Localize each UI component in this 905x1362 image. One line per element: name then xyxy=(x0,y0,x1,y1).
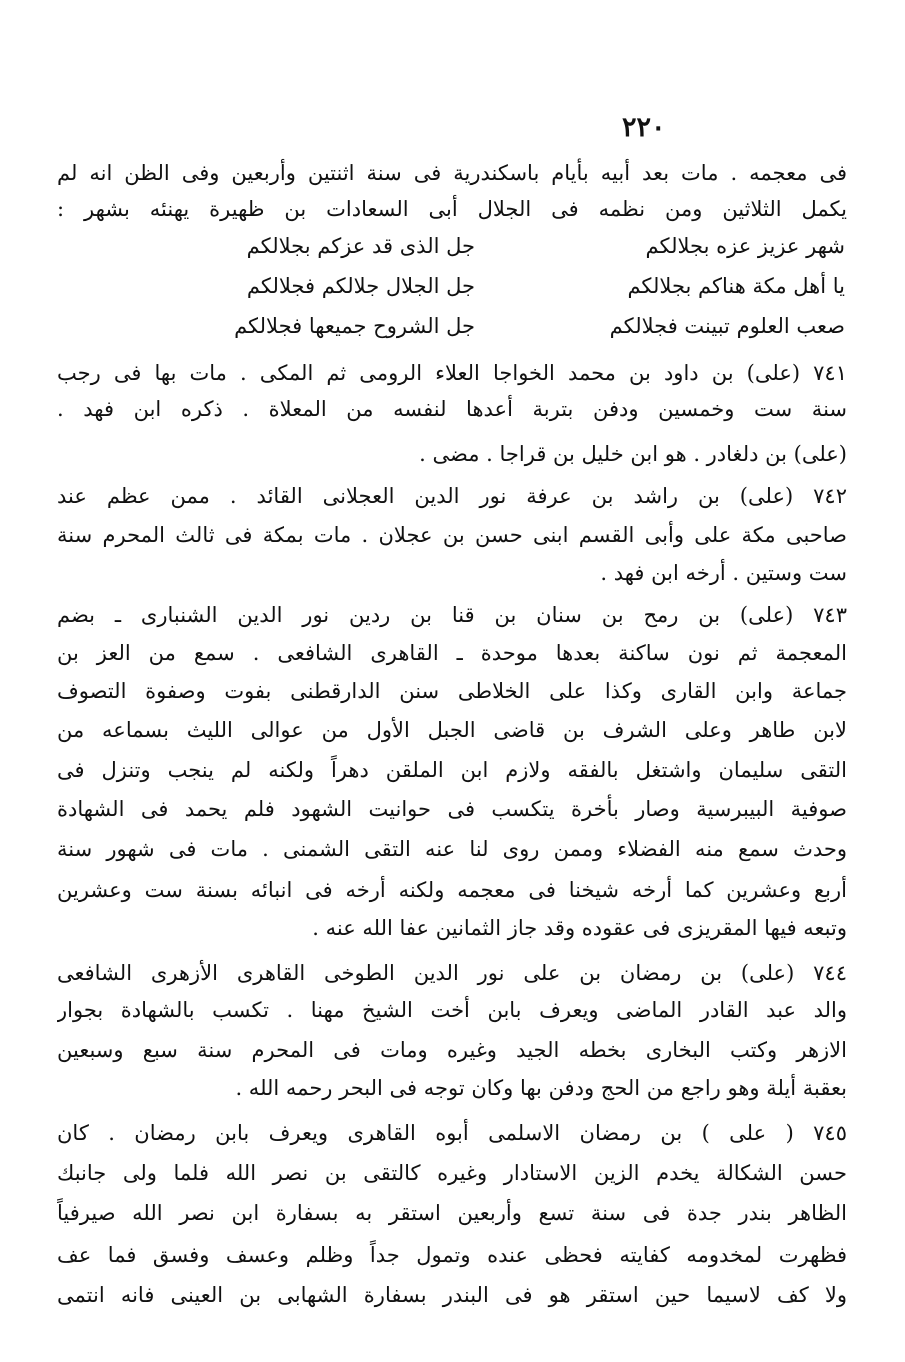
entry-line: لابن طاهر وعلى الشرف بن قاضى الجبل الأول من عوالى الليث بسماعه من xyxy=(57,718,847,742)
entry-line: الظاهر بندر جدة فى سنة تسع وأربعين استقر به بسفارة ابن نصر الله صيرفياً xyxy=(57,1201,847,1225)
entry-line: الازهر وكتب البخارى بخطه الجيد وغيره ومات فى المحرم سنة سبع وسبعين xyxy=(57,1038,847,1062)
entry-line: وحدث سمع منه الفضلاء وممن روى لنا عنه التقى الشمنى . مات فى شهور سنة xyxy=(57,837,847,861)
entry-line: أربع وعشرين كما أرخه شيخنا فى معجمه ولكنه أرخه فى انبائه بسنة ست وعشرين xyxy=(57,878,847,902)
verse-hemistich-first: شهر عزيز عزه بجلالكم xyxy=(645,234,845,258)
verse-hemistich-second: جل الجلال جلالكم فجلالكم xyxy=(246,274,475,298)
page-number: ٢٢٠ xyxy=(622,112,666,143)
verse-hemistich-second: جل الشروح جميعها فجلالكم xyxy=(234,314,475,338)
entry-line: (على) بن دلغادر . هو ابن خليل بن قراجا . مضى . xyxy=(419,442,847,466)
entry-line: ٧٤٥ ( على ) بن رمضان الاسلمى أبوه القاهرى ويعرف بابن رمضان . كان xyxy=(57,1121,847,1145)
verse-hemistich-first: صعب العلوم تبينت فجلالكم xyxy=(609,314,845,338)
entry-line: جماعة وابن القارى وكذا على الخلاطى سنن الدارقطنى بفوت وصفوة التصوف xyxy=(57,679,847,703)
entry-line: المعجمة ثم نون ساكنة بعدها موحدة ـ القاهرى الشافعى . سمع من العز بن xyxy=(57,641,847,665)
entry-line: سنة ست وخمسين ودفن بتربة أعدها لنفسه من المعلاة . ذكره ابن فهد . xyxy=(57,397,847,421)
entry-line: بعقبة أيلة وهو راجع من الحج ودفن بها وكان توجه فى البحر رحمه الله . xyxy=(235,1076,847,1100)
entry-line: فظهرت لمخدومه كفايته فحظى عنده وتمول جداً وظلم وعسف وفسق فما عف xyxy=(57,1243,847,1267)
verse-hemistich-first: يا أهل مكة هناكم بجلالكم xyxy=(627,274,845,298)
entry-line: ٧٤٢ (على) بن راشد بن عرفة نور الدين العجلانى القائد . ممن عظم عند xyxy=(57,484,847,508)
entry-line: وتبعه فيها المقريزى فى عقوده وقد جاز الثمانين عفا الله عنه . xyxy=(312,916,847,940)
entry-line: ٧٤١ (على) بن داود بن محمد الخواجا العلاء الرومى ثم المكى . مات بها فى رجب xyxy=(57,361,847,385)
entry-line: صوفية البيبرسية وصار بأخرة يتكسب فى حوانيت الشهود فلم يحمد فى الشهادة xyxy=(57,797,847,821)
text-line: يكمل الثلاثين ومن نظمه فى الجلال أبى السعادات بن ظهيرة يهنئه بشهر : xyxy=(57,197,847,221)
entry-line: ٧٤٤ (على) بن رمضان بن على نور الدين الطوخى القاهرى الأزهرى الشافعى xyxy=(57,961,847,985)
entry-line: ست وستين . أرخه ابن فهد . xyxy=(600,561,847,585)
entry-line: ٧٤٣ (على) بن رمح بن سنان بن قنا بن ردين نور الدين الشنبارى ـ بضم xyxy=(57,603,847,627)
entry-line: صاحبى مكة على وأبى القسم ابنى حسن بن عجلان . مات بمكة فى ثالث المحرم سنة xyxy=(57,523,847,547)
entry-line: حسن الشكالة يخدم الزين الاستادار وغيره كالتقى بن نصر الله فلما ولى جانبك xyxy=(57,1161,847,1185)
entry-line: التقى سليمان واشتغل بالفقه ولازم ابن الملقن دهراً ولكنه لم ينجب وتنزل فى xyxy=(57,758,847,782)
verse-hemistich-second: جل الذى قد عزكم بجلالكم xyxy=(246,234,475,258)
text-line: فى معجمه . مات بعد أبيه بأيام باسكندرية فى سنة اثنتين وأربعين وفى الظن انه لم xyxy=(57,161,847,185)
entry-line: والد عبد القادر الماضى ويعرف بابن أخت الشيخ مهنا . تكسب بالشهادة بجوار xyxy=(57,998,847,1022)
entry-line: ولا كف لاسيما حين استقر هو فى البندر بسفارة الشهابى بن العينى فانه انتمى xyxy=(57,1283,847,1307)
